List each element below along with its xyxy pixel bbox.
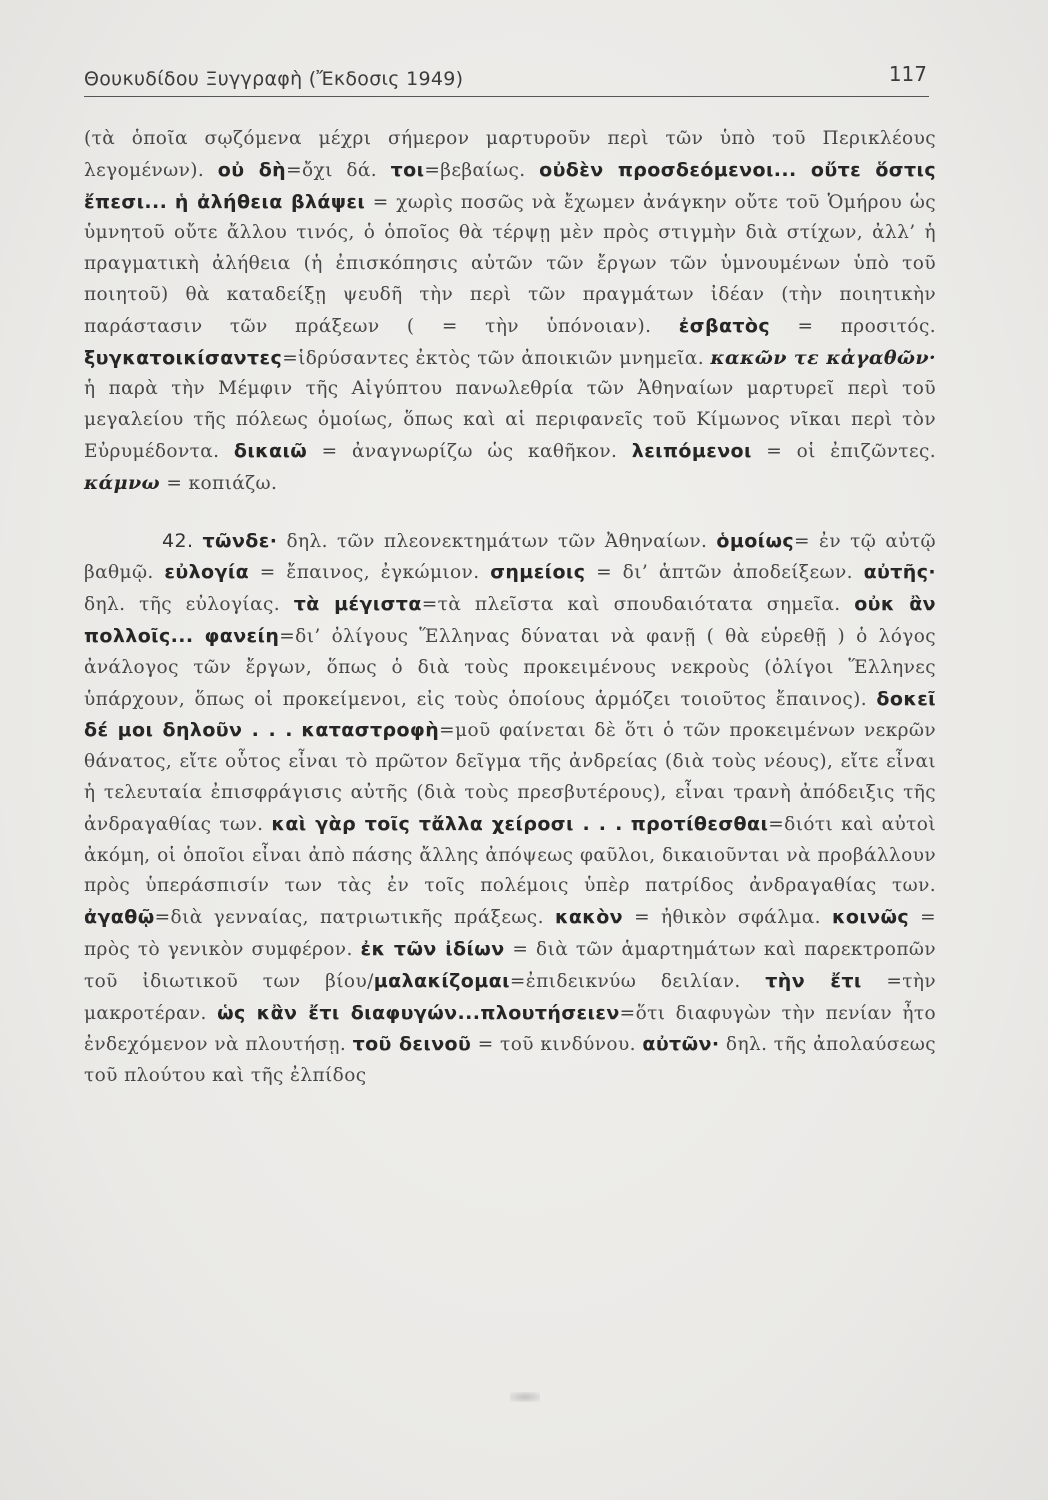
commentary-paragraph-41 (84, 124, 936, 500)
text-segment: =δι’ ὀλίγους Ἕλληνας δύναται νὰ φανῇ ( θὰ εὑρεθῇ ) ὁ λόγος ἀνάλογος τῶν ἔργων, ὅπως ὁ διὰ τοὺς προκειμένους νεκροὺς (ὀλίγοι Ἕλληνες ὑπάρχουν, ὅπως οἱ προκείμενοι, εἰς τοὺς ὁποίους ἁρμόζει τοιοῦτος ἔπαινος). (84, 625, 936, 710)
keyword: κάμνω (84, 471, 161, 494)
keyword: καταστροφὴ (301, 719, 440, 742)
text-segment: = ἐν τῷ αὐτῷ βαθμῷ. (84, 530, 936, 584)
keyword: εὐλογία (164, 561, 250, 584)
text-segment: = πρὸς τὸ γενικὸν συμφέρον. (84, 907, 937, 960)
text-segment: = δι’ ἁπτῶν ἀποδείξεων. (596, 562, 853, 584)
keyword: τὰ μέγιστα (293, 593, 422, 616)
keyword: οὐκ ἂν πολλοῖς... (84, 593, 936, 647)
text-segment: = διὰ τῶν ἁμαρτημάτων καὶ παρεκτροπῶν τοῦ ἰδιωτικοῦ των βίου/ (84, 938, 937, 992)
text-segment: =μοῦ φαίνεται δὲ ὅτι ὁ τῶν προκειμένων νεκρῶν θάνατος, εἴτε οὗτος εἶναι τὸ πρῶτον δεῖγμα τῆς ἀνδρείας (διὰ τοὺς νέους), εἴτε εἶναι ἡ τελευταία ἐπισφράγισις αὐτῆς (διὰ τοὺς πρεσβυτέρους), εἶναι τρανὴ ἀπόδειξις τῆς ἀνδραγαθίας των. (84, 720, 936, 835)
keyword: δοκεῖ δέ μοι δηλοῦν . . . (84, 687, 936, 742)
keyword: κοινῶς (832, 906, 910, 929)
text-segment: ἡ παρὰ τὴν Μέμφιν τῆς Αἰγύπτου πανωλεθρία τῶν Ἀθηναίων μαρτυρεῖ περὶ τοῦ μεγαλείου τῆς πόλεως ὁμοίως, ὅπως καὶ αἱ περιφανεῖς τοῦ Κίμωνος νῖκαι περὶ τὸν Εὐρυμέδοντα. (84, 378, 936, 462)
keyword: κακῶν τε κἀγαθῶν· (710, 346, 936, 369)
keyword: μαλακίζομαι (373, 969, 510, 992)
text-segment: (τὰ ὁποῖα σῳζόμενα μέχρι σήμερον μαρτυροῦν περὶ τῶν ὑπὸ τοῦ Περικλέους λεγομένων). (84, 128, 936, 181)
keyword: σημείοις (490, 561, 586, 584)
running-header (84, 62, 929, 97)
text-segment: = προσιτός. (797, 315, 937, 337)
keyword: ὡς κἂν ἔτι διαφυγών... (217, 1001, 481, 1024)
text-segment: =διὰ γενναίας, πατριωτικῆς πράξεως. (154, 907, 544, 929)
text-segment: =ἐπιδεικνύω δειλίαν. (509, 970, 741, 992)
text-segment: =διότι καὶ αὐτοὶ ἀκόμη, οἱ ὁποῖοι εἶναι ἀπὸ πάσης ἄλλης ἀπόψεως φαῦλοι, δικαιοῦνται νὰ προβάλλουν πρὸς ὑπεράσπισίν των τὰς ἐν τοῖς πολέμοις ὑπὲρ πατρίδος ἀνδραγαθίας των. (84, 813, 936, 897)
print-smudge (510, 1392, 540, 1402)
keyword: ξυγκατοικίσαντες (84, 346, 283, 369)
keyword: δικαιῶ (233, 439, 308, 462)
keyword: ὁμοίως (716, 529, 795, 552)
text-segment: = χωρὶς ποσῶς νὰ ἔχωμεν ἀνάγκην οὔτε τοῦ Ὁμήρου ὡς ὑμνητοῦ οὔτε ἄλλου τινός, ὁ ὁποῖος θὰ τέρψῃ μὲν πρὸς στιγμὴν διὰ στίχων, ἀλλ’ ἡ πραγματικὴ ἀλήθεια (ἡ ἐπισκόπησις αὐτῶν τῶν ἔργων τῶν ὑμνουμένων ὑπὸ τοῦ ποιητοῦ) θὰ καταδείξῃ ψευδῆ τὴν περὶ τῶν πραγμάτων ἰδέαν (τὴν ποιητικὴν παράστασιν τῶν πράξεων ( = τὴν ὑπόνοιαν). (84, 191, 936, 337)
text-segment: = τοῦ κινδύνου. (477, 1034, 636, 1056)
text-segment: =τὴν μακροτέραν. (84, 970, 937, 1024)
keyword: τοῦ δεινοῦ (352, 1033, 472, 1056)
keyword: κακὸν (554, 906, 623, 929)
commentary-paragraph-42 (84, 526, 936, 1092)
text-segment: = ἀναγνωρίζω ὡς καθῆκον. (321, 440, 618, 462)
keyword: τὴν ἔτι (765, 969, 862, 992)
keyword: τοι (390, 158, 425, 181)
page-number: 117 (888, 62, 927, 86)
text-segment: = ἔπαινος, ἐγκώμιον. (259, 562, 480, 584)
keyword: αὐτῶν· (642, 1033, 720, 1056)
text-segment: δηλ. τῶν πλεονεκτημάτων τῶν Ἀθηναίων. (286, 530, 708, 552)
text-segment: =τὰ πλεῖστα καὶ σπουδαιότατα σημεῖα. (421, 594, 841, 616)
keyword: καὶ γὰρ τοῖς τἄλλα χείροσι . . . (271, 812, 623, 835)
text-segment: δηλ. τῆς ἀπολαύσεως τοῦ πλούτου καὶ τῆς ἐλπίδος (84, 1034, 937, 1087)
keyword: αὐτῆς· (863, 561, 937, 584)
keyword: ἀγαθῷ (84, 906, 155, 929)
keyword: ἐσβατὸς (678, 314, 771, 337)
text-segment: = ἠθικὸν σφάλμα. (634, 907, 821, 929)
text-segment: δηλ. τῆς εὐλογίας. (84, 594, 281, 616)
text-segment: =ὄχι δά. (286, 159, 378, 181)
body-text (84, 124, 936, 1092)
section-number: 42. (162, 529, 194, 552)
keyword: οὐ δὴ (217, 158, 287, 181)
keyword: τῶνδε· (202, 529, 278, 552)
keyword: προτίθεσθαι (630, 812, 769, 835)
keyword: φανείη (204, 624, 280, 647)
keyword: οὐδὲν προσδεόμενοι... οὔτε ὅστις ἔπεσι... (84, 158, 936, 213)
keyword: ἐκ τῶν ἰδίων (360, 937, 505, 960)
header-title: Θουκυδίδου Ξυγγραφὴ (Ἔκδοσις 1949) (84, 68, 464, 90)
text-segment: = κοπιάζω. (166, 472, 278, 494)
keyword: λειπόμενοι (631, 439, 752, 462)
text-segment: =ἱδρύσαντες ἐκτὸς τῶν ἀποικιῶν μνημεῖα. (282, 347, 704, 369)
text-segment: =βεβαίως. (424, 159, 526, 181)
keyword: πλουτήσειεν (480, 1001, 620, 1024)
keyword: ἡ ἀλήθεια βλάψει (174, 190, 366, 213)
text-segment: = οἱ ἐπιζῶντες. (766, 440, 937, 462)
text-segment: =ὅτι διαφυγὼν τὴν πενίαν ἦτο ἐνδεχόμενον νὰ πλουτήσῃ. (84, 1002, 936, 1056)
